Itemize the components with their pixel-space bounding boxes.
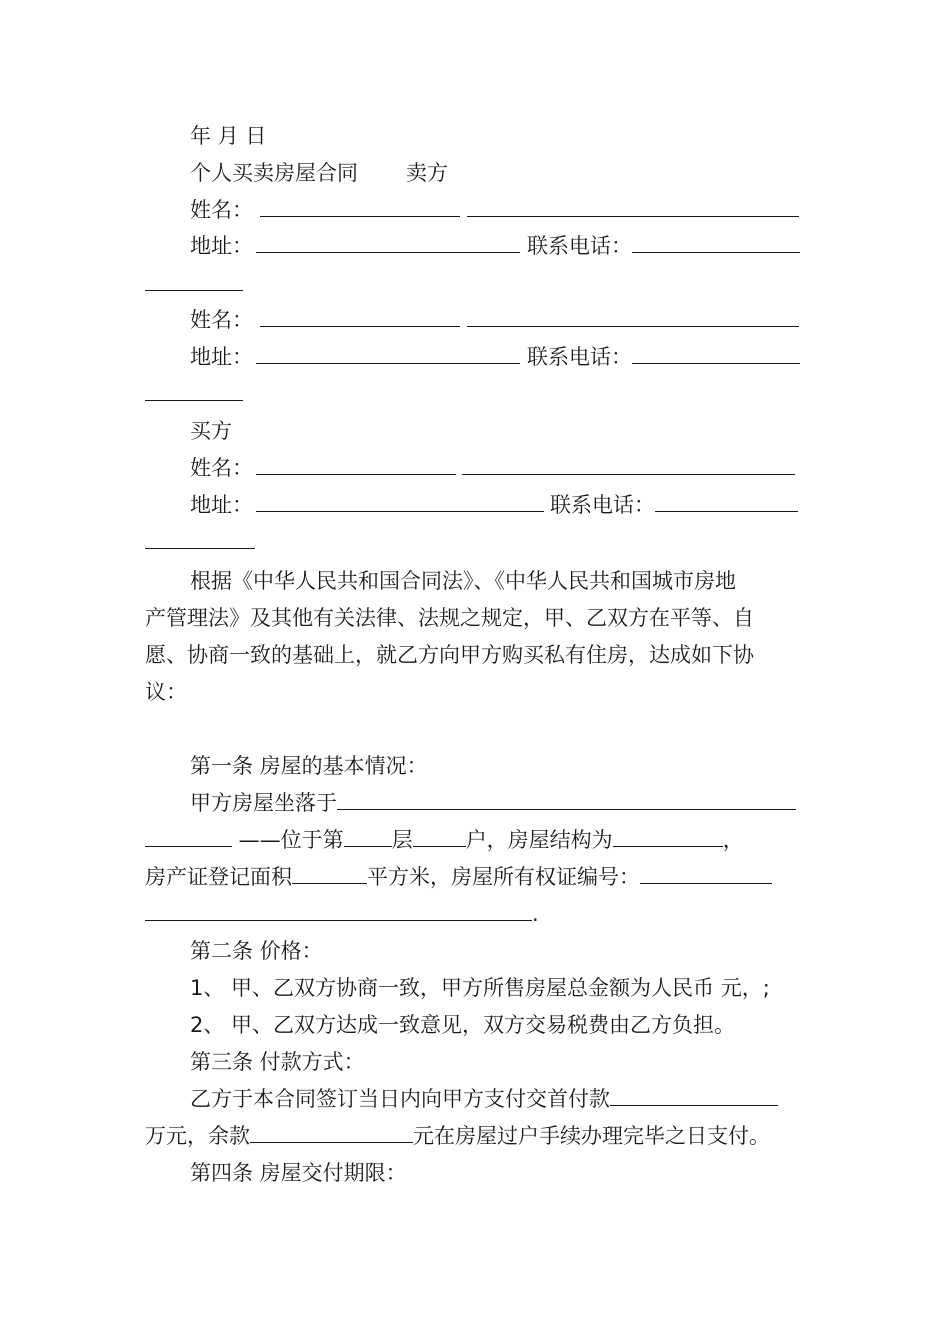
phone-blank[interactable] [632, 232, 800, 253]
article2-heading: 第二条 价格： [190, 939, 323, 963]
article1-floor-line [145, 825, 744, 855]
phone-blank-continued[interactable] [145, 270, 243, 291]
phone-label: 联系电话： [550, 493, 655, 517]
article1-certificate-continued [145, 899, 539, 929]
name-blank-2[interactable] [467, 196, 799, 217]
comma: ， [722, 828, 744, 852]
seller1-address-line [190, 231, 800, 261]
seller1-name-line [190, 195, 799, 225]
article1-location-line [190, 788, 796, 818]
preamble-line-2: 产管理法》及其他有关法律、法规之规定，甲、乙双方在平等、自 [145, 606, 754, 630]
floor-prefix: ——位于第 [232, 828, 344, 852]
name-blank[interactable] [256, 454, 456, 475]
date-line: 年 月 日 [190, 124, 267, 148]
floor-text: 层 [391, 828, 413, 852]
preamble-line-4: 议： [145, 680, 187, 704]
address-label: 地址： [190, 345, 253, 369]
balance-suffix: 元在房屋过户手续办理完毕之日支付。 [413, 1124, 770, 1148]
area-unit-text: 平方米，房屋所有权证编号： [367, 865, 640, 889]
structure-blank[interactable] [613, 826, 723, 847]
article3-line-2 [145, 1121, 770, 1151]
certificate-number-blank-continued[interactable] [145, 900, 532, 921]
seller-heading: 卖方 [406, 161, 448, 185]
balance-prefix: 万元，余款 [145, 1124, 250, 1148]
phone-label: 联系电话： [527, 345, 632, 369]
phone-blank-continued[interactable] [145, 528, 255, 549]
article3-line-1 [190, 1084, 778, 1114]
seller2-phone-continued [145, 379, 243, 409]
phone-blank-continued[interactable] [145, 380, 243, 401]
buyer-name-line [190, 453, 795, 483]
article1-heading: 第一条 房屋的基本情况： [190, 754, 428, 778]
name-label: 姓名： [190, 198, 253, 222]
location-blank-continued[interactable] [145, 826, 232, 847]
article2-item-2: 2、 甲、乙双方达成一致意见，双方交易税费由乙方负担。 [190, 1013, 736, 1037]
down-payment-text: 乙方于本合同签订当日内向甲方支付交首付款 [190, 1087, 610, 1111]
address-blank[interactable] [256, 491, 544, 512]
name-blank-2[interactable] [462, 454, 795, 475]
period: . [532, 902, 539, 926]
article3-heading: 第三条 付款方式： [190, 1050, 365, 1074]
name-blank[interactable] [260, 306, 460, 327]
name-label: 姓名： [190, 308, 253, 332]
seller2-address-line [190, 342, 800, 372]
article1-area-line [145, 862, 772, 892]
article2-item-1: 1、 甲、乙双方协商一致，甲方所售房屋总金额为人民币 元，; [190, 976, 770, 1000]
location-blank[interactable] [337, 789, 796, 810]
title-line [190, 158, 448, 188]
preamble-line-3: 愿、协商一致的基础上，就乙方向甲方购买私有住房，达成如下协 [145, 643, 754, 667]
buyer-address-line [190, 490, 798, 520]
address-blank[interactable] [256, 232, 520, 253]
address-label: 地址： [190, 234, 253, 258]
contract-title: 个人买卖房屋合同 [190, 161, 358, 185]
area-text: 房产证登记面积 [145, 865, 292, 889]
phone-blank[interactable] [632, 343, 800, 364]
location-text: 甲方房屋坐落于 [190, 791, 337, 815]
name-blank-2[interactable] [467, 306, 799, 327]
certificate-number-blank[interactable] [640, 863, 772, 884]
unit-text: 户，房屋结构为 [465, 828, 613, 852]
floor-blank[interactable] [344, 826, 392, 847]
balance-blank[interactable] [250, 1122, 413, 1143]
name-label: 姓名： [190, 456, 253, 480]
area-blank[interactable] [292, 863, 367, 884]
name-blank[interactable] [260, 196, 460, 217]
address-label: 地址： [190, 493, 253, 517]
buyer-phone-continued [145, 527, 255, 557]
phone-label: 联系电话： [527, 234, 632, 258]
unit-blank[interactable] [413, 826, 466, 847]
article4-heading: 第四条 房屋交付期限： [190, 1161, 407, 1185]
preamble-line-1: 根据《中华人民共和国合同法》、《中华人民共和国城市房地 [190, 569, 736, 593]
seller2-name-line [190, 305, 799, 335]
phone-blank[interactable] [655, 491, 798, 512]
down-payment-blank[interactable] [610, 1085, 778, 1106]
buyer-heading: 买方 [190, 419, 232, 443]
seller1-phone-continued [145, 269, 243, 299]
address-blank[interactable] [256, 343, 520, 364]
